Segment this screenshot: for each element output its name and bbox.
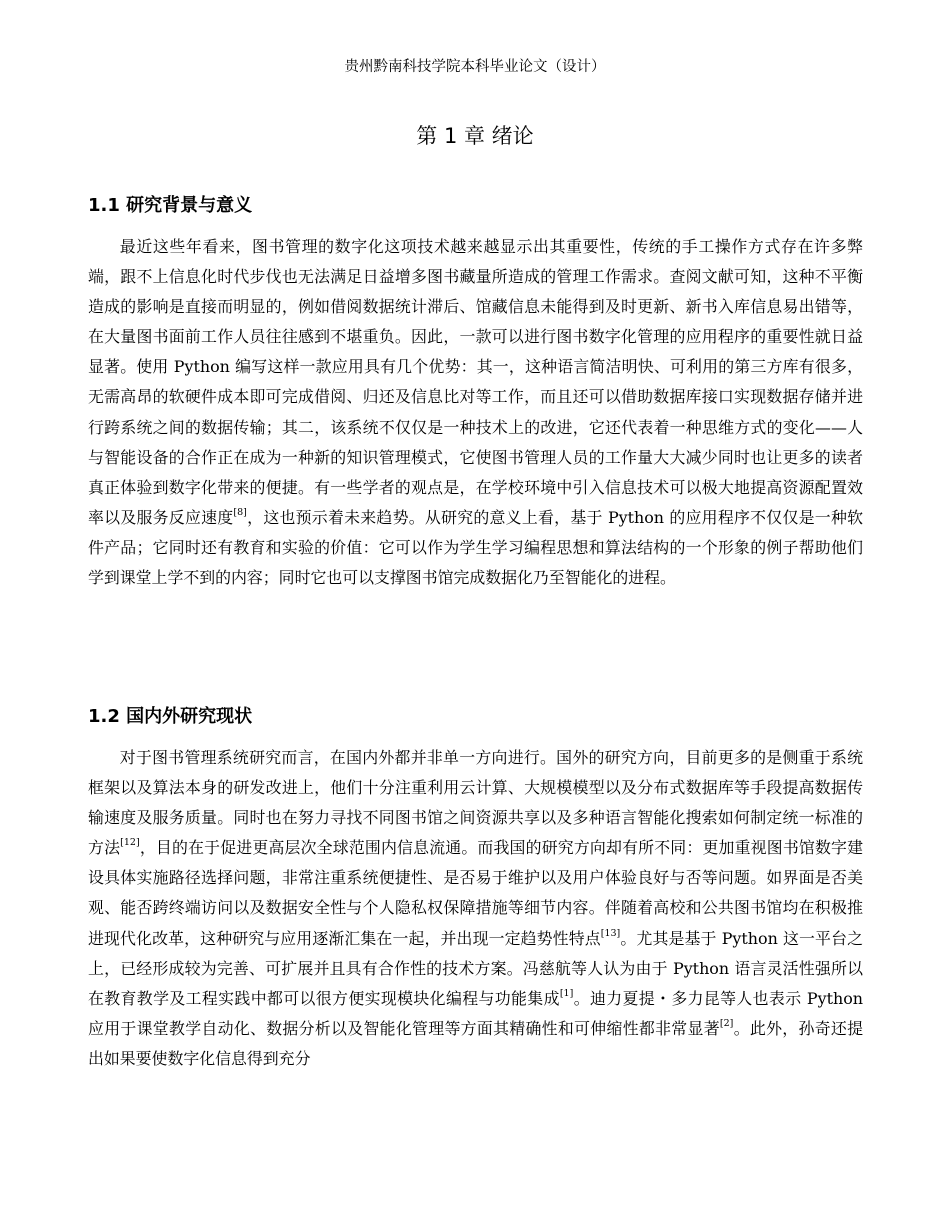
citation-ref: [2] bbox=[719, 1017, 734, 1029]
paragraph-text: 。此外，孙奇还提出如果要使数字化信息得到充分 bbox=[88, 1018, 864, 1068]
citation-ref: [8] bbox=[233, 506, 247, 518]
paragraph-text: ，目的在于促进更高层次全球范围内信息流通。而我国的研究方向却有所不同：更加重视图书馆数字建设具体实施路径选择问题，非常注重系统便捷性、是否易于维护以及用户体验良好与否等问题。如界面是否美观、能否跨终端访问以及数据安全性与个人隐私权保障措施等细节内容。伴随着高校和公共图书馆均在积极推进现代化改革，这种研究与应用逐渐汇集在一起，并出现一定趋势性特点 bbox=[88, 838, 864, 948]
citation-ref: [13] bbox=[600, 927, 621, 939]
running-header: 贵州黔南科技学院本科毕业论文（设计） bbox=[344, 59, 606, 75]
body-paragraph-1-2 bbox=[88, 743, 863, 1074]
paragraph-text: 。迪力夏提・多力昆等人也表示 Python 应用于课堂教学自动化、数据分析以及智能化管理等方面其精确性和可伸缩性都非常显著 bbox=[88, 988, 863, 1038]
citation-ref: [1] bbox=[559, 987, 574, 999]
paragraph-text: 。尤其是基于 Python 这一平台之上，已经形成较为完善、可扩展并且具有合作性的技术方案。冯慈航等人认为由于 Python 语言灵活性强所以在教育教学及工程实践中都可以很方便实现模块化编程与功能集成 bbox=[88, 928, 863, 1008]
citation-ref: [12] bbox=[120, 837, 140, 849]
body-paragraph-1-1 bbox=[88, 232, 863, 593]
paragraph-text: ，这也预示着未来趋势。从研究的意义上看，基于 Python 的应用程序不仅仅是一种软件产品；它同时还有教育和实验的价值：它可以作为学生学习编程思想和算法结构的一个形象的例子帮助他们学到课堂上学不到的内容；同时它也可以支撑图书馆完成数据化乃至智能化的进程。 bbox=[88, 507, 863, 588]
paragraph-text: 对于图书管理系统研究而言，在国内外都并非单一方向进行。国外的研究方向，目前更多的是侧重于系统框架以及算法本身的研发改进上，他们十分注重利用云计算、大规模模型以及分布式数据库等手段提高数据传输速度及服务质量。同时也在努力寻找不同图书馆之间资源共享以及多种语言智能化搜索如何制定统一标准的方法 bbox=[88, 748, 863, 858]
paragraph-text: 最近这些年看来，图书管理的数字化这项技术越来越显示出其重要性，传统的手工操作方式存在许多弊端，跟不上信息化时代步伐也无法满足日益增多图书藏量所造成的管理工作需求。查阅文献可知，这种不平衡造成的影响是直接而明显的，例如借阅数据统计滞后、馆藏信息未能得到及时更新、新书入库信息易出错等，在大量图书面前工作人员往往感到不堪重负。因此，一款可以进行图书数字化管理的应用程序的重要性就日益显著。使用 Python 编写这样一款应用具有几个优势：其一，这种语言简洁明快、可利用的第三方库有很多，无需高昂的软硬件成本即可完成借阅、归还及信息比对等工作，而且还可以借助数据库接口实现数据存储并进行跨系统之间的数据传输；其二，该系统不仅仅是一种技术上的改进，它还代表着一种思维方式的变化——人与智能设备的合作正在成为一种新的知识管理模式，它使图书管理人员的工作量大大减少同时也让更多的读者真正体验到数字化带来的便捷。有一些学者的观点是，在学校环境中引入信息技术可以极大地提高资源配置效率以及服务反应速度 bbox=[88, 237, 863, 527]
chapter-title: 第 1 章 绪论 bbox=[416, 124, 534, 148]
section-heading-1-2: 1.2 国内外研究现状 bbox=[88, 706, 253, 727]
section-heading-1-1: 1.1 研究背景与意义 bbox=[88, 195, 253, 216]
